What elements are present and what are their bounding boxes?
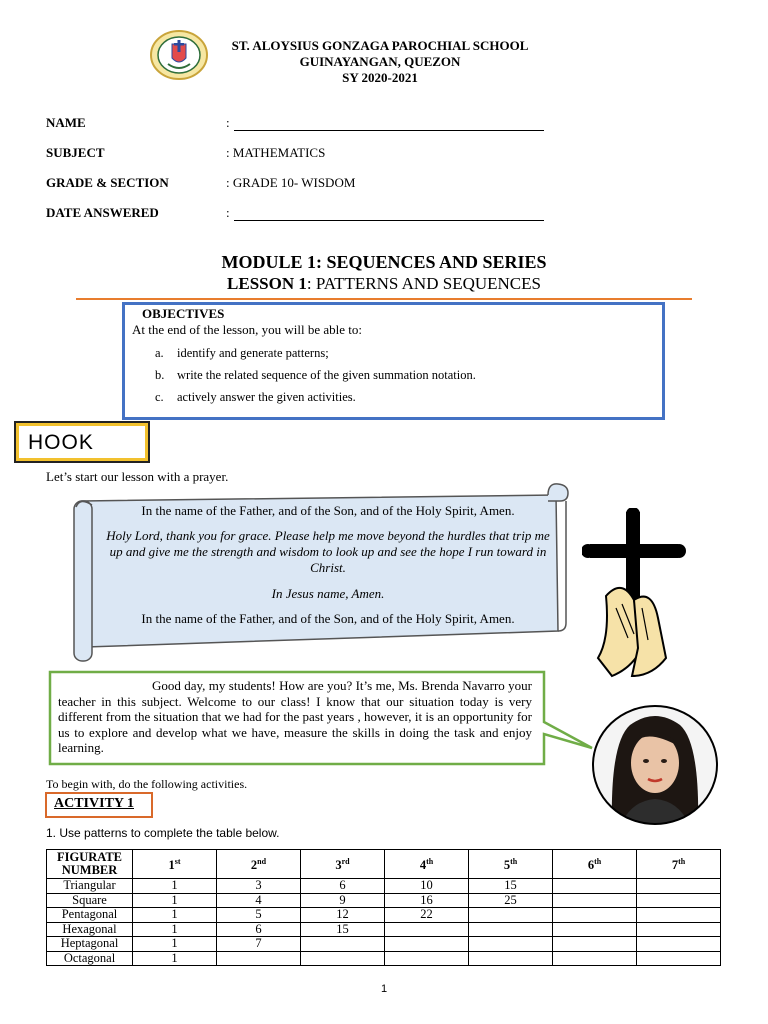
- table-cell[interactable]: [637, 893, 721, 908]
- objective-item: [155, 390, 356, 405]
- table-cell: 16: [385, 893, 469, 908]
- row-label: Hexagonal: [47, 922, 133, 937]
- table-cell[interactable]: [553, 908, 637, 923]
- table-cell: 10: [385, 879, 469, 894]
- table-header-label: FIGURATE NUMBER: [47, 850, 133, 879]
- begin-text: To begin with, do the following activities.: [46, 777, 248, 791]
- hook-label: HOOK: [28, 431, 94, 454]
- table-column-header: [469, 850, 553, 879]
- page-number: 1: [380, 983, 388, 995]
- table-cell[interactable]: [553, 879, 637, 894]
- table-cell[interactable]: [553, 893, 637, 908]
- date-blank-line: [234, 208, 544, 221]
- name-field[interactable]: [226, 115, 544, 131]
- table-cell[interactable]: [637, 908, 721, 923]
- table-cell: 1: [133, 879, 217, 894]
- table-cell[interactable]: [385, 951, 469, 966]
- column-number: 6: [587, 858, 595, 873]
- table-cell: 1: [133, 908, 217, 923]
- column-suffix: nd: [257, 857, 267, 867]
- table-cell: 7: [217, 937, 301, 952]
- table-cell: 6: [217, 922, 301, 937]
- prayer-intro: Let’s start our lesson with a prayer.: [46, 469, 229, 484]
- table-row: [47, 937, 721, 952]
- row-label: Pentagonal: [47, 908, 133, 923]
- table-cell[interactable]: [217, 951, 301, 966]
- table-cell: 15: [469, 879, 553, 894]
- table-row: [47, 922, 721, 937]
- table-cell: 3: [217, 879, 301, 894]
- objectives-title: OBJECTIVES: [142, 306, 225, 321]
- table-cell[interactable]: [385, 922, 469, 937]
- subject-label: SUBJECT: [46, 145, 105, 160]
- table-cell: 25: [469, 893, 553, 908]
- table-row: [47, 951, 721, 966]
- table-cell[interactable]: [469, 951, 553, 966]
- table-column-header: [637, 850, 721, 879]
- row-label: Square: [47, 893, 133, 908]
- title-divider: [76, 298, 692, 300]
- column-number: 3: [335, 858, 342, 873]
- objective-item: [155, 346, 329, 361]
- objectives-intro: At the end of the lesson, you will be able to:: [132, 322, 362, 337]
- prayer-opening: In the name of the Father, and of the Son, and of the Holy Spirit, Amen.: [141, 503, 515, 518]
- table-cell[interactable]: [637, 951, 721, 966]
- date-answered-label: DATE ANSWERED: [46, 205, 159, 220]
- table-cell[interactable]: [469, 908, 553, 923]
- greeting-message: Good day, my students! How are you? It’s me, Ms. Brenda Navarro your teacher in this subject. Welcome to our class! I know that our situation today is very different from the situation that we had for the past years , however, it is an opportunity for us to explore and develop what we have, measure the skills in doing the task and enjoy learning.: [58, 678, 532, 755]
- objective-item: [155, 368, 476, 383]
- greeting-text: [58, 678, 532, 756]
- table-cell: 1: [133, 951, 217, 966]
- lesson-title: [0, 274, 768, 294]
- column-number: 1: [168, 858, 175, 873]
- column-suffix: st: [174, 857, 181, 867]
- table-cell[interactable]: [301, 937, 385, 952]
- column-suffix: th: [678, 857, 686, 867]
- school-header: [200, 38, 560, 86]
- date-answered-field[interactable]: [226, 205, 544, 221]
- objective-marker: a.: [155, 346, 164, 360]
- figurate-number-table: [46, 849, 721, 966]
- table-cell[interactable]: [637, 922, 721, 937]
- prayer-closing: In the name of the Father, and of the Son, and of the Holy Spirit, Amen.: [141, 611, 515, 626]
- school-year: SY 2020-2021: [342, 70, 418, 85]
- column-number: 2: [250, 858, 258, 873]
- table-cell: 6: [301, 879, 385, 894]
- table-row: [47, 893, 721, 908]
- table-cell: 5: [217, 908, 301, 923]
- table-cell: 9: [301, 893, 385, 908]
- table-cell: 12: [301, 908, 385, 923]
- prayer-amen: In Jesus name, Amen.: [271, 586, 385, 601]
- table-column-header: [301, 850, 385, 879]
- table-cell: 1: [133, 922, 217, 937]
- column-suffix: rd: [341, 857, 350, 867]
- objective-marker: b.: [155, 368, 165, 382]
- table-cell: 22: [385, 908, 469, 923]
- table-cell[interactable]: [469, 922, 553, 937]
- column-number: 4: [419, 858, 427, 873]
- cross-praying-hands-icon: [582, 508, 686, 684]
- school-location: GUINAYANGAN, QUEZON: [299, 54, 461, 69]
- column-number: 5: [503, 858, 511, 873]
- column-number: 7: [671, 858, 679, 873]
- date-colon: :: [226, 205, 230, 220]
- grade-section-value: : GRADE 10- WISDOM: [226, 175, 356, 190]
- activity-label: ACTIVITY 1: [54, 796, 134, 811]
- table-column-header: [385, 850, 469, 879]
- column-suffix: th: [426, 857, 434, 867]
- table-row: [47, 879, 721, 894]
- objective-text: write the related sequence of the given summation notation.: [177, 368, 476, 382]
- table-cell: 1: [133, 893, 217, 908]
- table-column-header: [217, 850, 301, 879]
- column-suffix: th: [594, 857, 602, 867]
- table-cell[interactable]: [385, 937, 469, 952]
- column-suffix: th: [510, 857, 518, 867]
- table-row: [47, 908, 721, 923]
- table-cell: 15: [301, 922, 385, 937]
- table-cell: 4: [217, 893, 301, 908]
- objective-text: actively answer the given activities.: [177, 390, 356, 404]
- table-header-row: [47, 850, 721, 879]
- school-name: ST. ALOYSIUS GONZAGA PAROCHIAL SCHOOL: [231, 38, 529, 53]
- module-title: MODULE 1: SEQUENCES AND SERIES: [221, 252, 547, 272]
- name-colon: :: [226, 115, 230, 130]
- table-column-header: [553, 850, 637, 879]
- table-cell[interactable]: [469, 937, 553, 952]
- subject-value: : MATHEMATICS: [226, 145, 326, 160]
- prayer-body: Holy Lord, thank you for grace. Please help me move beyond the hurdles that trip me up and give me the strength and wisdom to look up and see the hope I run toward in Christ.: [106, 528, 550, 575]
- objective-text: identify and generate patterns;: [177, 346, 329, 360]
- row-label: Heptagonal: [47, 937, 133, 952]
- table-cell[interactable]: [553, 937, 637, 952]
- table-cell[interactable]: [637, 879, 721, 894]
- table-cell[interactable]: [301, 951, 385, 966]
- table-cell[interactable]: [553, 922, 637, 937]
- row-label: Octagonal: [47, 951, 133, 966]
- table-cell: 1: [133, 937, 217, 952]
- name-label: NAME: [46, 115, 86, 130]
- table-cell[interactable]: [637, 937, 721, 952]
- lesson-prefix: LESSON 1: [227, 274, 307, 293]
- teacher-avatar: [590, 703, 720, 827]
- name-blank-line: [234, 118, 544, 131]
- activity-instruction: 1. Use patterns to complete the table below.: [46, 826, 280, 840]
- grade-section-label: GRADE & SECTION: [46, 175, 169, 190]
- table-column-header: [133, 850, 217, 879]
- objective-marker: c.: [155, 390, 164, 404]
- table-cell[interactable]: [553, 951, 637, 966]
- row-label: Triangular: [47, 879, 133, 894]
- lesson-name: : PATTERNS AND SEQUENCES: [306, 274, 541, 293]
